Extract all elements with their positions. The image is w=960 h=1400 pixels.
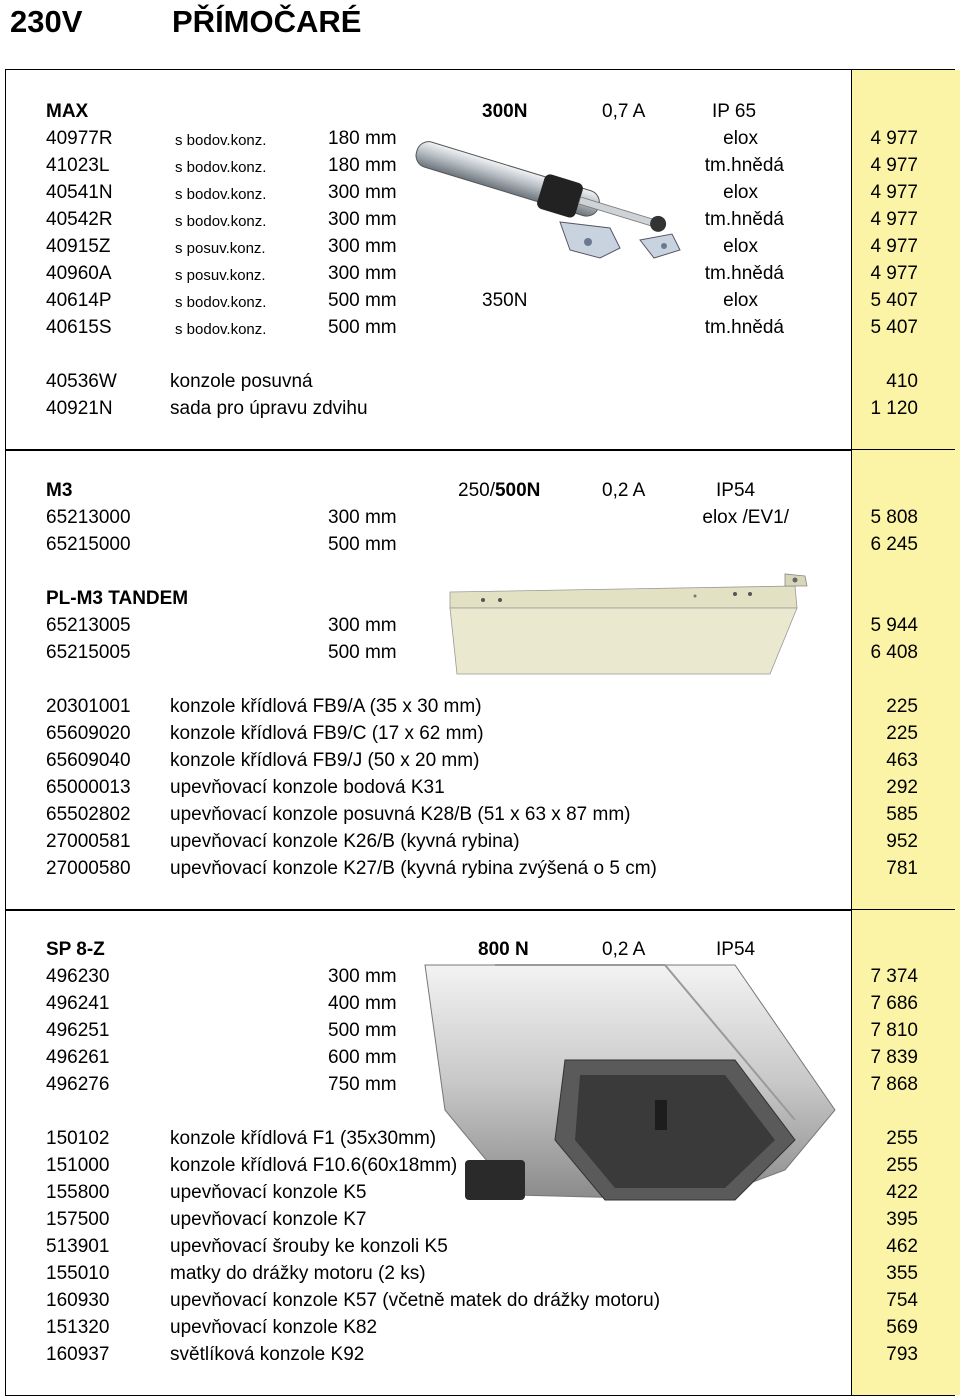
- price: 585: [886, 804, 918, 825]
- price: 5 407: [870, 290, 918, 311]
- price: 7 868: [870, 1074, 918, 1095]
- max-name: MAX: [46, 101, 89, 122]
- price: 6 408: [870, 642, 918, 663]
- bracket-type: s bodov.konz.: [175, 321, 267, 338]
- product-code: 65609020: [46, 723, 131, 744]
- stroke: 300 mm: [328, 182, 397, 203]
- description: konzole křídlová FB9/C (17 x 62 mm): [170, 723, 484, 744]
- finish: tm.hnědá: [704, 209, 784, 230]
- max-force: 300N: [482, 101, 528, 122]
- price: 793: [886, 1344, 918, 1365]
- description: konzole křídlová F1 (35x30mm): [170, 1128, 437, 1149]
- product-code: 40960A: [46, 263, 112, 284]
- price: 4 977: [870, 236, 918, 257]
- finish: elox: [723, 182, 758, 203]
- description: konzole křídlová F10.6(60x18mm): [170, 1155, 458, 1176]
- product-code: 40536W: [46, 371, 117, 392]
- price: 569: [886, 1317, 918, 1338]
- m3-tandem-name: PL-M3 TANDEM: [46, 588, 189, 609]
- price: 355: [886, 1263, 918, 1284]
- product-code: 160937: [46, 1344, 110, 1365]
- price: 7 810: [870, 1020, 918, 1041]
- bracket-type: s bodov.konz.: [175, 186, 267, 203]
- product-code: 40542R: [46, 209, 113, 230]
- product-code: 65215005: [46, 642, 131, 663]
- bracket-type: s bodov.konz.: [175, 132, 267, 149]
- price: 781: [886, 858, 918, 879]
- sp8z-name: SP 8-Z: [46, 939, 105, 960]
- product-code: 40921N: [46, 398, 113, 419]
- bracket-type: s posuv.konz.: [175, 240, 266, 257]
- product-code: 157500: [46, 1209, 110, 1230]
- product-code: 65000013: [46, 777, 131, 798]
- price: 4 977: [870, 263, 918, 284]
- product-code: 40615S: [46, 317, 112, 338]
- price: 255: [886, 1128, 918, 1149]
- product-code: 496276: [46, 1074, 110, 1095]
- bracket-type: s bodov.konz.: [175, 159, 267, 176]
- product-code: 27000581: [46, 831, 131, 852]
- sp8z-current: 0,2 A: [602, 939, 646, 960]
- stroke: 500 mm: [328, 290, 397, 311]
- price: 7 686: [870, 993, 918, 1014]
- price: 4 977: [870, 128, 918, 149]
- page-title: PŘÍMOČARÉ: [172, 4, 362, 39]
- bracket-type: s bodov.konz.: [175, 294, 267, 311]
- description: upevňovací konzole K57 (včetně matek do drážky motoru): [170, 1290, 661, 1311]
- price: 410: [886, 371, 918, 392]
- finish: elox: [723, 290, 758, 311]
- stroke: 500 mm: [328, 534, 397, 555]
- m3-force-b: 500N: [494, 480, 541, 501]
- product-code: 41023L: [46, 155, 110, 176]
- product-code: 496261: [46, 1047, 110, 1068]
- price: 4 977: [870, 155, 918, 176]
- description: upevňovací konzole K27/B (kyvná rybina zvýšená o 5 cm): [170, 858, 657, 879]
- voltage-title: 230V: [10, 4, 83, 39]
- description: konzole posuvná: [170, 371, 313, 392]
- product-code: 40541N: [46, 182, 113, 203]
- stroke: 500 mm: [328, 317, 397, 338]
- product-code: 40915Z: [46, 236, 111, 257]
- product-code: 496251: [46, 1020, 110, 1041]
- m3-force: [458, 481, 540, 501]
- product-code: 65502802: [46, 804, 131, 825]
- stroke: 180 mm: [328, 155, 397, 176]
- description: sada pro úpravu zdvihu: [170, 398, 368, 419]
- description: upevňovací konzole K7: [170, 1209, 367, 1230]
- product-code: 65213000: [46, 507, 131, 528]
- product-code: 65609040: [46, 750, 131, 771]
- bracket-type: s bodov.konz.: [175, 213, 267, 230]
- price: 7 374: [870, 966, 918, 987]
- price: 5 407: [870, 317, 918, 338]
- description: světlíková konzole K92: [170, 1344, 365, 1365]
- max-current: 0,7 A: [602, 101, 646, 122]
- description: konzole křídlová FB9/A (35 x 30 mm): [170, 696, 482, 717]
- description: upevňovací konzole K26/B (kyvná rybina): [170, 831, 520, 852]
- sp8z-ip: IP54: [716, 939, 756, 960]
- description: matky do drážky motoru (2 ks): [170, 1263, 426, 1284]
- price: 463: [886, 750, 918, 771]
- product-code: 27000580: [46, 858, 131, 879]
- stroke: 300 mm: [328, 236, 397, 257]
- product-code: 40977R: [46, 128, 113, 149]
- stroke: 300 mm: [328, 966, 397, 987]
- product-code: 20301001: [46, 696, 131, 717]
- max-ip: IP 65: [712, 101, 757, 122]
- price: 5 808: [870, 507, 918, 528]
- finish: tm.hnědá: [704, 263, 784, 284]
- price: 292: [886, 777, 918, 798]
- stroke: 500 mm: [328, 1020, 397, 1041]
- description: upevňovací konzole bodová K31: [170, 777, 445, 798]
- product-code: 496230: [46, 966, 110, 987]
- product-code: 155010: [46, 1263, 110, 1284]
- finish: tm.hnědá: [704, 317, 784, 338]
- product-code: 150102: [46, 1128, 110, 1149]
- m3-ip: IP54: [716, 480, 756, 501]
- price: 952: [886, 831, 918, 852]
- stroke: 300 mm: [328, 209, 397, 230]
- finish: elox: [723, 128, 758, 149]
- stroke: 180 mm: [328, 128, 397, 149]
- price: 255: [886, 1155, 918, 1176]
- price: 422: [886, 1182, 918, 1203]
- product-code: 151320: [46, 1317, 110, 1338]
- price: 225: [886, 696, 918, 717]
- product-code: 65215000: [46, 534, 131, 555]
- stroke: 500 mm: [328, 642, 397, 663]
- description: upevňovací konzole K82: [170, 1317, 378, 1338]
- description: upevňovací konzole K5: [170, 1182, 367, 1203]
- description: upevňovací šrouby ke konzoli K5: [170, 1236, 448, 1257]
- product-code: 160930: [46, 1290, 110, 1311]
- m3-current: 0,2 A: [602, 480, 646, 501]
- price: 395: [886, 1209, 918, 1230]
- finish: elox: [723, 236, 758, 257]
- stroke: 600 mm: [328, 1047, 397, 1068]
- m3-tandem-image: [445, 572, 815, 682]
- finish: tm.hnědá: [704, 155, 784, 176]
- stroke: 300 mm: [328, 263, 397, 284]
- product-code: 513901: [46, 1236, 110, 1257]
- m3-force-a: 250/: [458, 480, 495, 501]
- price-column: [851, 70, 960, 450]
- stroke: 300 mm: [328, 615, 397, 636]
- sp8z-force: 800 N: [478, 939, 529, 960]
- price: 1 120: [870, 398, 918, 419]
- price: 5 944: [870, 615, 918, 636]
- product-code: 155800: [46, 1182, 110, 1203]
- stroke: 300 mm: [328, 507, 397, 528]
- price: 6 245: [870, 534, 918, 555]
- force: 350N: [482, 290, 528, 311]
- m3-name: M3: [46, 480, 73, 501]
- price: 4 977: [870, 182, 918, 203]
- description: konzole křídlová FB9/J (50 x 20 mm): [170, 750, 480, 771]
- product-code: 40614P: [46, 290, 112, 311]
- sp8z-actuator-image: [405, 960, 845, 1210]
- price: 462: [886, 1236, 918, 1257]
- price: 754: [886, 1290, 918, 1311]
- price: 7 839: [870, 1047, 918, 1068]
- price: 225: [886, 723, 918, 744]
- description: upevňovací konzole posuvná K28/B (51 x 63 x 87 mm): [170, 804, 631, 825]
- product-code: 496241: [46, 993, 110, 1014]
- price: 4 977: [870, 209, 918, 230]
- stroke: 400 mm: [328, 993, 397, 1014]
- finish: elox /EV1/: [702, 507, 789, 528]
- bracket-type: s posuv.konz.: [175, 267, 266, 284]
- product-code: 65213005: [46, 615, 131, 636]
- stroke: 750 mm: [328, 1074, 397, 1095]
- product-code: 151000: [46, 1155, 110, 1176]
